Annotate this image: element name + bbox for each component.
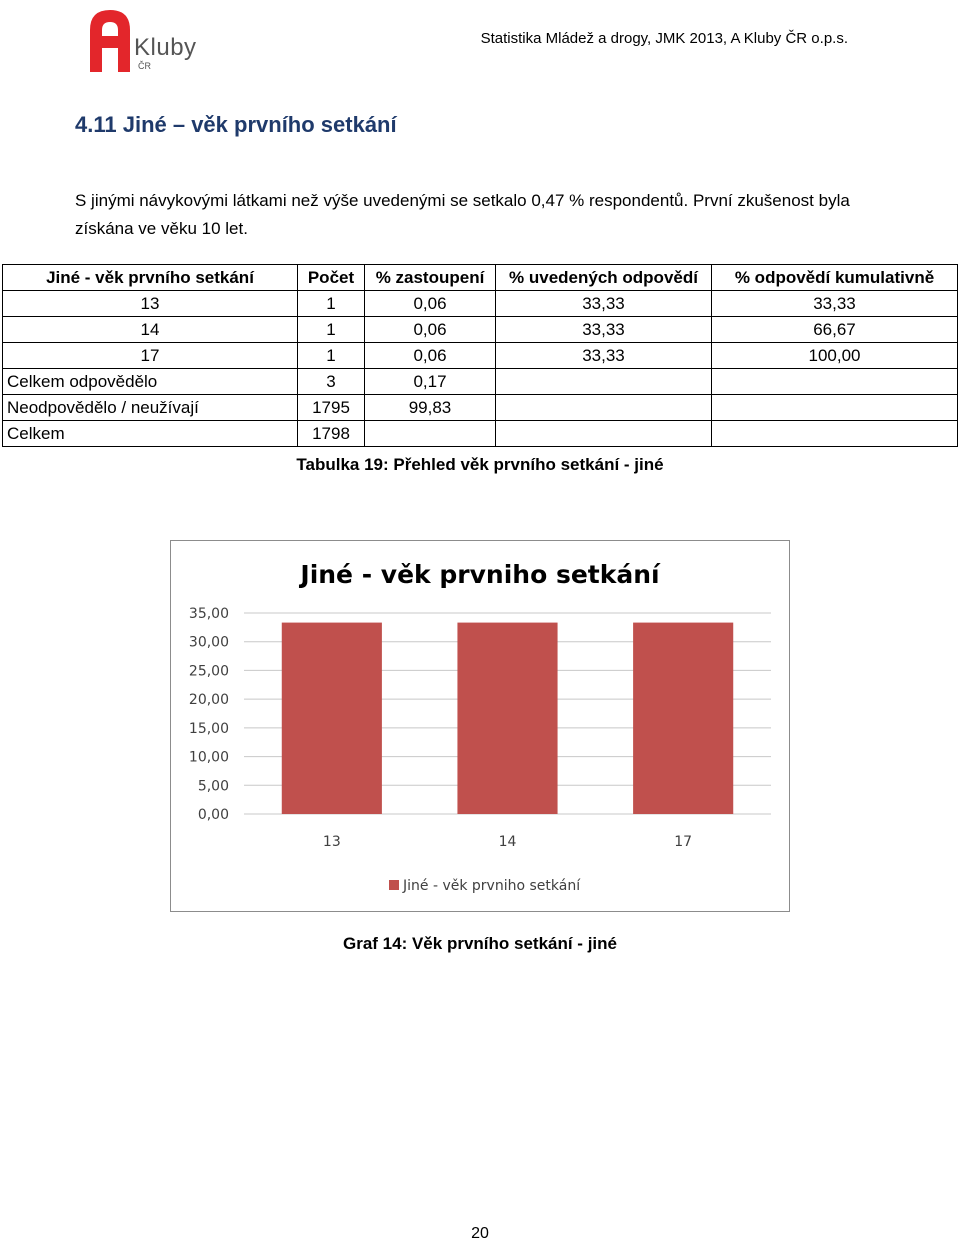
- table-cell: 33,33: [712, 291, 958, 317]
- table-caption: Tabulka 19: Přehled věk prvního setkání - jiné: [296, 455, 664, 474]
- table-cell: [496, 395, 712, 421]
- section-title: 4.11 Jiné – věk prvního setkání: [75, 112, 397, 137]
- table-cell: 0,06: [365, 291, 496, 317]
- table-cell: Celkem: [3, 421, 298, 447]
- chart-bars: [282, 623, 733, 814]
- table-cell: Neodpovědělo / neužívají: [3, 395, 298, 421]
- table-cell: [365, 421, 496, 447]
- legend-swatch: [389, 880, 399, 890]
- table-cell: [712, 369, 958, 395]
- logo-text: Kluby: [134, 34, 197, 61]
- table-cell: 100,00: [712, 343, 958, 369]
- table-cell: 17: [3, 343, 298, 369]
- table-cell: 14: [3, 317, 298, 343]
- logo-subtext: ČR: [138, 61, 151, 71]
- table-row: [3, 395, 958, 421]
- col-header-count: Počet: [298, 265, 365, 291]
- table-cell: 33,33: [496, 291, 712, 317]
- table-cell: 1795: [298, 395, 365, 421]
- y-tick-label: 25,00: [188, 663, 229, 680]
- col-header-share: % zastoupení: [365, 265, 496, 291]
- table-cell: [496, 421, 712, 447]
- table-cell: [712, 395, 958, 421]
- y-tick-label: 35,00: [188, 606, 229, 622]
- age-first-contact-table: [2, 264, 958, 447]
- y-tick-label: 15,00: [188, 720, 229, 737]
- page-number: 20: [471, 1225, 489, 1242]
- legend-label: Jiné - věk prvniho setkání: [403, 878, 581, 894]
- y-tick-label: 20,00: [188, 692, 229, 709]
- intro-paragraph: S jinými návykovými látkami než výše uvedenými se setkalo 0,47 % respondentů. První zkušenost byla získána ve věku 10 let.: [75, 191, 850, 238]
- table-row: [3, 291, 958, 317]
- x-tick-label: 13: [322, 834, 341, 850]
- table-cell: 1: [298, 343, 365, 369]
- col-header-age: Jiné - věk prvního setkání: [3, 265, 298, 291]
- y-tick-label: 0,00: [197, 807, 229, 823]
- bar-chart: [170, 540, 790, 912]
- bar-chart-svg: [171, 541, 789, 911]
- chart-title: Jiné - věk prvniho setkání: [300, 560, 660, 589]
- table-cell: [496, 369, 712, 395]
- bar-13: [282, 623, 382, 814]
- chart-caption: Graf 14: Věk prvního setkání - jiné: [343, 934, 617, 953]
- table-cell: 0,17: [365, 369, 496, 395]
- table-row: [3, 317, 958, 343]
- table-cell: [712, 421, 958, 447]
- table-header-row: [3, 265, 958, 291]
- table-cell: Celkem odpovědělo: [3, 369, 298, 395]
- x-tick-label: 17: [674, 834, 693, 850]
- chart-legend: [389, 878, 581, 894]
- table-cell: 0,06: [365, 317, 496, 343]
- table-row: [3, 343, 958, 369]
- document-header: Statistika Mládež a drogy, JMK 2013, A Kluby ČR o.p.s.: [480, 30, 848, 47]
- table-cell: 1: [298, 317, 365, 343]
- a-logo-icon: [86, 8, 138, 74]
- table-row: [3, 421, 958, 447]
- table-cell: 3: [298, 369, 365, 395]
- table-row: [3, 369, 958, 395]
- table-cell: 1798: [298, 421, 365, 447]
- col-header-cumulative: % odpovědí kumulativně: [712, 265, 958, 291]
- table-cell: 1: [298, 291, 365, 317]
- table-cell: 0,06: [365, 343, 496, 369]
- x-tick-label: 14: [498, 834, 517, 850]
- table-cell: 66,67: [712, 317, 958, 343]
- table-cell: 33,33: [496, 317, 712, 343]
- chart-y-axis: [189, 606, 229, 823]
- y-tick-label: 10,00: [188, 749, 229, 766]
- table-cell: 33,33: [496, 343, 712, 369]
- y-tick-label: 30,00: [188, 634, 229, 651]
- table-cell: 99,83: [365, 395, 496, 421]
- a-kluby-logo: [82, 6, 222, 76]
- col-header-answered: % uvedených odpovědí: [496, 265, 712, 291]
- table-cell: 13: [3, 291, 298, 317]
- y-tick-label: 5,00: [197, 778, 229, 795]
- bar-17: [633, 623, 733, 814]
- bar-14: [457, 623, 557, 814]
- chart-x-axis: [323, 834, 692, 850]
